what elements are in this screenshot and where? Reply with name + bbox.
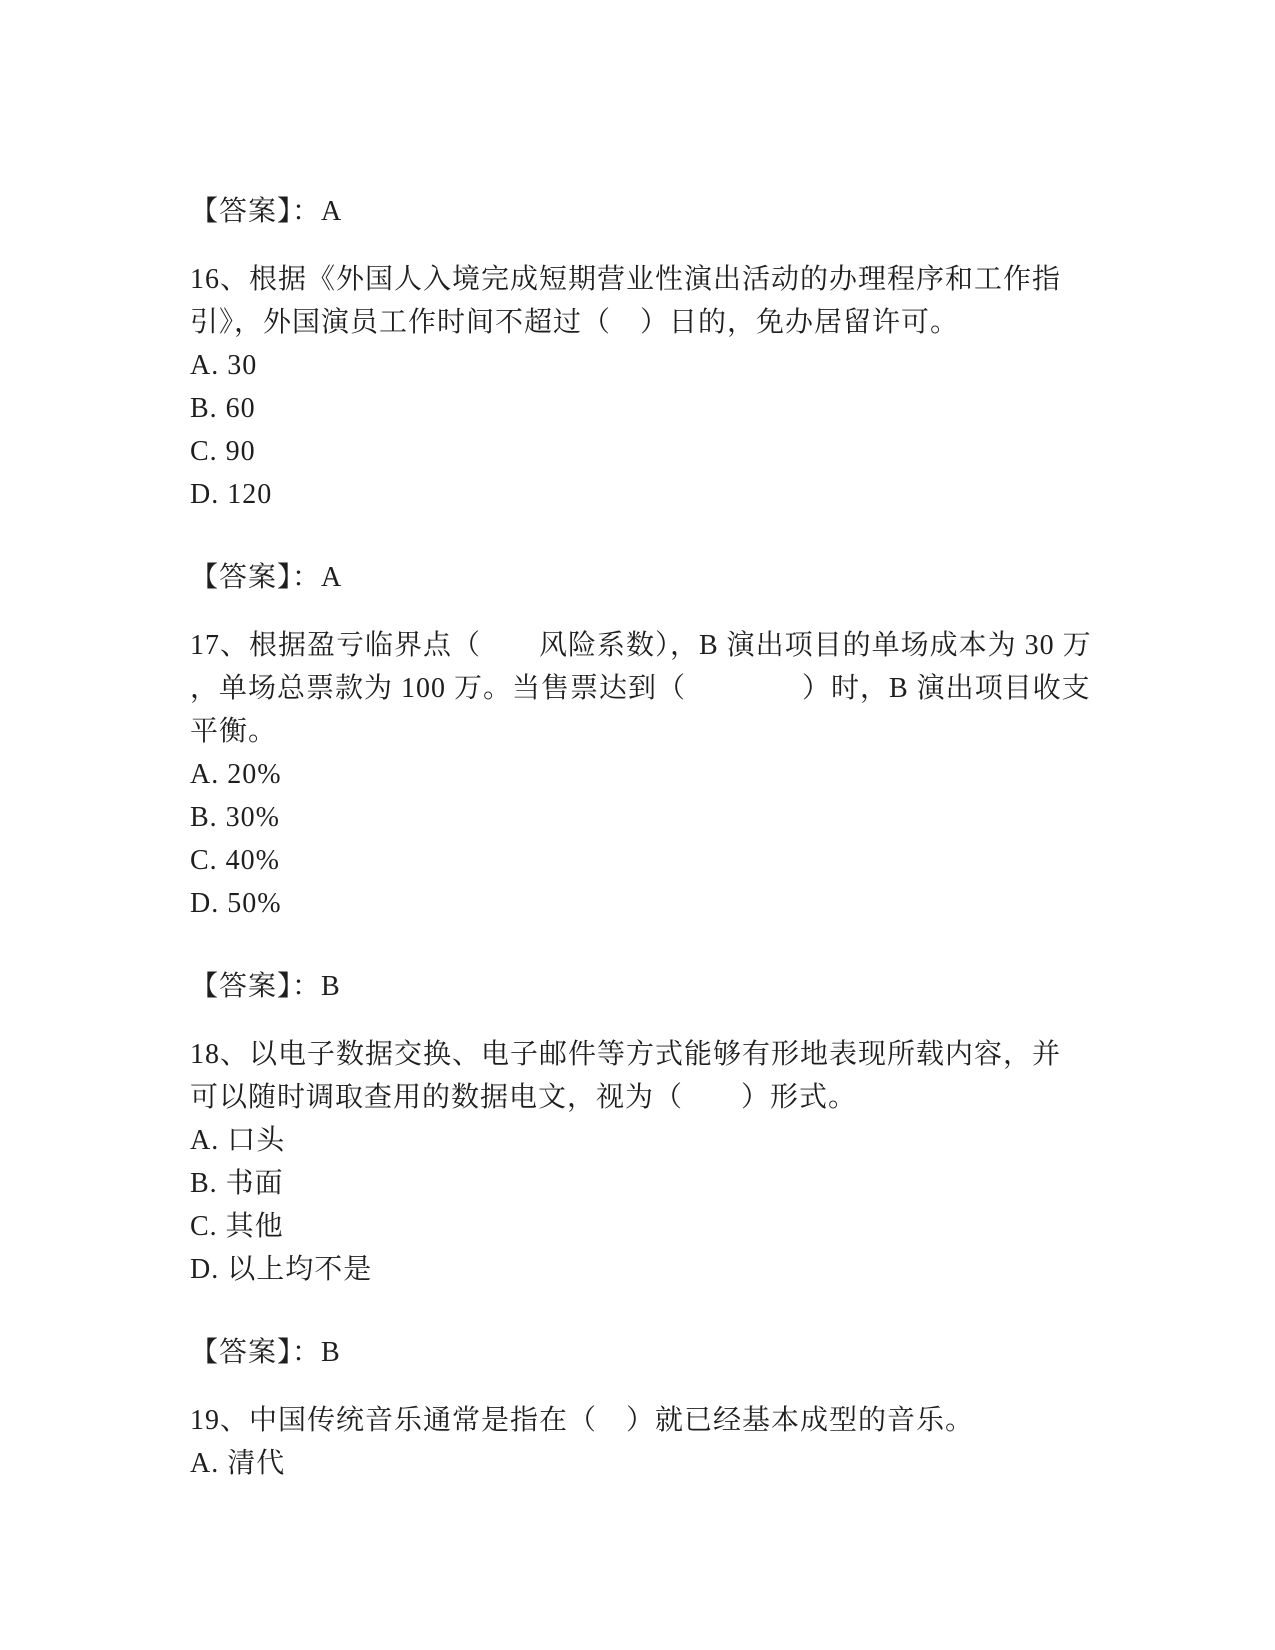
question-17-option-c: C. 40% — [190, 845, 280, 876]
question-17-line-3: 平衡。 — [190, 716, 278, 747]
question-18-option-a: A. 口头 — [190, 1125, 286, 1156]
question-19-option-a: A. 清代 — [190, 1448, 286, 1479]
question-17-option-b: B. 30% — [190, 802, 280, 833]
question-17-line-1: 17、根据盈亏临界点（ 风险系数），B 演出项目的单场成本为 30 万 — [190, 630, 1092, 661]
question-19-line-1: 19、中国传统音乐通常是指在（ ）就已经基本成型的音乐。 — [190, 1405, 975, 1436]
question-18-line-1: 18、以电子数据交换、电子邮件等方式能够有形地表现所载内容，并 — [190, 1039, 1062, 1070]
answer-line-q15: 【答案】：A — [190, 196, 343, 227]
question-16-line-2: 引》，外国演员工作时间不超过（ ）日的，免办居留许可。 — [190, 307, 960, 338]
question-16-option-c: C. 90 — [190, 436, 256, 467]
question-18-line-2: 可以随时调取查用的数据电文，视为（ ）形式。 — [190, 1082, 858, 1113]
question-18-option-b: B. 书面 — [190, 1168, 284, 1199]
question-18-option-d: D. 以上均不是 — [190, 1254, 373, 1285]
question-18-option-c: C. 其他 — [190, 1211, 284, 1242]
answer-line-q18: 【答案】：B — [190, 1337, 341, 1368]
question-16-option-d: D. 120 — [190, 479, 273, 510]
question-16-option-b: B. 60 — [190, 393, 256, 424]
question-16-option-a: A. 30 — [190, 350, 258, 381]
answer-line-q17: 【答案】：B — [190, 971, 341, 1002]
answer-line-q16: 【答案】：A — [190, 562, 343, 593]
question-17-line-2: ，单场总票款为 100 万。当售票达到（ ）时，B 演出项目收支 — [190, 673, 1091, 704]
question-17-option-d: D. 50% — [190, 888, 282, 919]
question-17-option-a: A. 20% — [190, 759, 282, 790]
question-16-line-1: 16、根据《外国人入境完成短期营业性演出活动的办理程序和工作指 — [190, 264, 1062, 295]
